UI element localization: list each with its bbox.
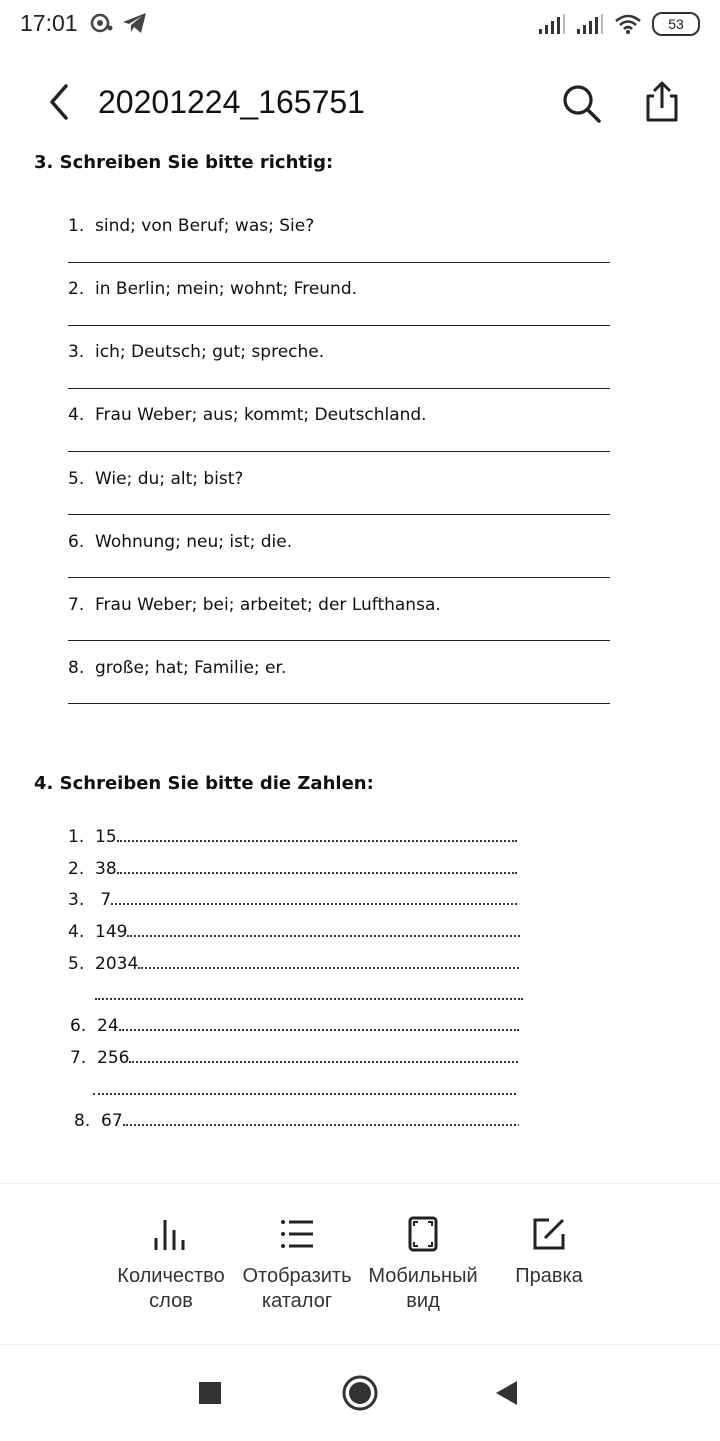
item-number: 7. (70, 1048, 87, 1068)
number-value: 2034 (95, 954, 139, 974)
number-value: 24 (97, 1016, 119, 1036)
answer-line (68, 640, 610, 641)
item-number: 1. (68, 216, 85, 236)
section-4-title: 4. Schreiben Sie bitte die Zahlen: (34, 773, 374, 794)
number-value: 15 (95, 827, 117, 847)
document-page (0, 140, 720, 1180)
number-item (68, 826, 524, 847)
exercise-item (68, 405, 613, 425)
dotted-line-continuation (95, 984, 523, 1005)
number-value: 7 (95, 890, 112, 910)
item-text: große; hat; Familie; er. (95, 658, 287, 678)
item-text: in Berlin; mein; wohnt; Freund. (95, 279, 358, 299)
search-icon[interactable] (560, 82, 602, 124)
battery-icon: 53 (652, 12, 700, 36)
number-value: 149 (95, 922, 128, 942)
item-number: 6. (70, 1016, 87, 1036)
dotted-line (123, 1110, 519, 1126)
answer-line (68, 325, 610, 326)
word-count-label: Количество слов (117, 1265, 225, 1312)
number-item (68, 953, 521, 974)
dotted-line-continuation (93, 1079, 516, 1100)
exercise-item (68, 279, 613, 299)
exercise-item (68, 216, 613, 236)
item-number: 1. (68, 827, 85, 847)
show-catalog-button[interactable] (232, 1184, 362, 1314)
item-number: 4. (68, 405, 85, 425)
document-title: 20201224_165751 (98, 84, 365, 120)
item-text: sind; von Beruf; was; Sie? (95, 216, 315, 236)
number-value: 256 (97, 1048, 130, 1068)
section-3-title: 3. Schreiben Sie bitte richtig: (34, 152, 334, 173)
item-number: 3. (68, 890, 85, 910)
item-number: 4. (68, 922, 85, 942)
status-bar (0, 0, 720, 50)
number-item (70, 1047, 520, 1068)
word-count-button[interactable] (106, 1184, 236, 1314)
item-number: 3. (68, 342, 85, 362)
answer-line (68, 262, 610, 263)
exercise-item (68, 342, 613, 362)
dotted-line (129, 1047, 520, 1063)
number-item (68, 889, 519, 910)
dotted-line (111, 889, 519, 905)
wifi-icon (614, 13, 642, 35)
dotted-line (117, 826, 517, 842)
item-number: 6. (68, 532, 85, 552)
item-text: Wie; du; alt; bist? (95, 469, 244, 489)
mobile-view-button[interactable] (358, 1184, 488, 1314)
edit-icon (531, 1216, 567, 1252)
item-number: 8. (68, 658, 85, 678)
number-item (68, 921, 520, 942)
answer-line (68, 388, 610, 389)
item-text: ich; Deutsch; gut; spreche. (95, 342, 325, 362)
exercise-item (68, 658, 613, 678)
exercise-item (68, 595, 613, 615)
signal-icon (576, 13, 604, 35)
dotted-line (117, 858, 517, 874)
back-triangle-icon[interactable] (488, 1373, 528, 1413)
show-catalog-label: Отобразить каталог (242, 1265, 352, 1312)
signal-icon (538, 13, 566, 35)
answer-line (68, 514, 610, 515)
number-item (68, 858, 520, 879)
dotted-line (93, 1079, 516, 1095)
item-number: 2. (68, 859, 85, 879)
number-value: 67 (101, 1111, 123, 1131)
telegram-icon (122, 12, 148, 34)
item-text: Frau Weber; bei; arbeitet; der Lufthansa. (95, 595, 441, 615)
number-item (70, 1015, 520, 1036)
app-header (0, 70, 720, 136)
number-item (74, 1110, 519, 1131)
edit-button[interactable] (484, 1184, 614, 1289)
mobile-view-label: Мобильный вид (368, 1265, 478, 1312)
exercise-item (68, 469, 613, 489)
item-text: Wohnung; neu; ist; die. (95, 532, 293, 552)
alarm-icon (90, 12, 114, 34)
dotted-line (127, 921, 520, 937)
mobile-frame-icon (405, 1216, 441, 1252)
answer-line (68, 703, 610, 704)
status-time: 17:01 (20, 10, 78, 36)
share-icon[interactable] (640, 80, 684, 124)
dotted-line (138, 953, 521, 969)
edit-label: Правка (515, 1265, 583, 1287)
item-number: 7. (68, 595, 85, 615)
number-value: 38 (95, 859, 117, 879)
item-text: Frau Weber; aus; kommt; Deutschland. (95, 405, 427, 425)
back-icon[interactable] (40, 82, 80, 122)
answer-line (68, 577, 610, 578)
dotted-line (119, 1015, 519, 1031)
bar-chart-icon (153, 1216, 189, 1252)
dotted-line (95, 984, 523, 1000)
home-circle-icon[interactable] (340, 1373, 380, 1413)
item-number: 5. (68, 954, 85, 974)
system-nav-bar (0, 1344, 720, 1441)
list-icon (279, 1216, 315, 1252)
item-number: 2. (68, 279, 85, 299)
bottom-toolbar (0, 1183, 720, 1344)
exercise-item (68, 532, 613, 552)
recents-square-icon[interactable] (190, 1373, 230, 1413)
item-number: 5. (68, 469, 85, 489)
answer-line (68, 451, 610, 452)
item-number: 8. (74, 1111, 91, 1131)
